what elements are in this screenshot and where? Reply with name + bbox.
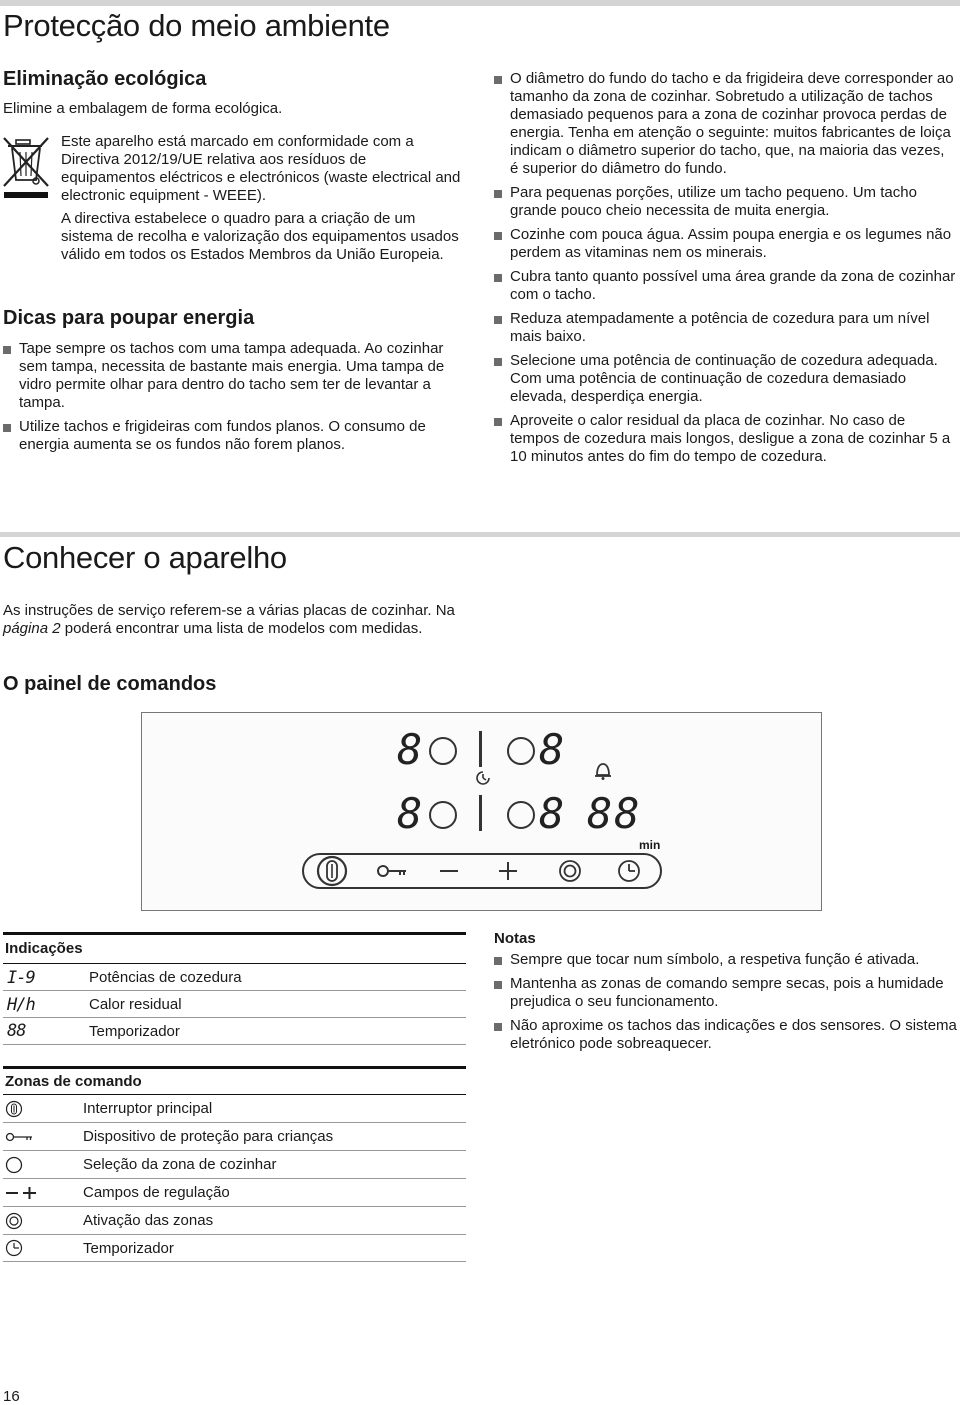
timer-icon[interactable] [617, 859, 641, 883]
indications-title: Indicações [5, 940, 83, 957]
tips-right-list [494, 70, 956, 472]
sensor-strip [302, 853, 662, 889]
list-item: Reduza atempadamente a potência de cozedura para um nível mais baixo. [494, 310, 956, 346]
display-zone-4: 8 [539, 789, 567, 838]
notes-title: Notas [494, 930, 536, 947]
list-item: Para pequenas porções, utilize um tacho pequeno. Um tacho grande pouco cheio necessita de muita energia. [494, 184, 956, 220]
timer-symbol: 88 [7, 1021, 26, 1041]
list-item: Selecione uma potência de continuação de cozedura adequada. Com uma potência de continuação de cozedura demasiado elevada, desperdiça energia. [494, 352, 956, 406]
divider [479, 731, 482, 767]
page-number: 16 [3, 1388, 20, 1405]
zone-activation-icon [5, 1212, 23, 1230]
section-rule [0, 532, 960, 537]
list-item: Utilize tachos e frigideiras com fundos planos. O consumo de energia aumenta se os fundos não forem planos. [3, 418, 463, 454]
min-label: min [639, 838, 661, 852]
display-zone-1: 8 [397, 725, 425, 774]
display-zone-3: 8 [397, 789, 425, 838]
minus-plus-icon [5, 1186, 37, 1200]
timer-display: 88 [587, 789, 642, 838]
eco-text-1: Este aparelho está marcado em conformidade com a Directiva 2012/19/UE relativa aos resíduos de equipamentos eléctricos e electrónicos (waste electrical and electronic equipment - WEEE). [61, 133, 461, 204]
row-label: Ativação das zonas [83, 1212, 214, 1229]
power-icon [5, 1100, 23, 1118]
weee-bin-icon [2, 136, 50, 198]
zone-select-3[interactable] [429, 801, 457, 829]
row-label: Seleção da zona de cozinhar [83, 1156, 277, 1173]
table-row [3, 1122, 466, 1150]
bell-icon [592, 761, 614, 781]
page-reference[interactable]: página 2 [3, 620, 61, 637]
tips-title: Dicas para poupar energia [3, 307, 255, 329]
residual-heat-symbol: H/h [7, 994, 35, 1015]
plus-icon[interactable] [498, 861, 518, 881]
zone-timer-icon [474, 769, 492, 787]
row-label: Calor residual [89, 996, 182, 1013]
timer-icon [5, 1239, 23, 1257]
table-row [3, 1234, 466, 1262]
table-rule [3, 932, 466, 935]
power-icon[interactable] [314, 853, 350, 889]
zone-select-4[interactable] [507, 801, 535, 829]
device-intro: As instruções de serviço referem-se a várias placas de cozinhar. Na página 2 poderá encontrar uma lista de modelos com medidas. [3, 602, 455, 637]
table-row [3, 1017, 466, 1045]
table-row [3, 963, 466, 991]
table-row [3, 1178, 466, 1206]
minus-icon[interactable] [440, 870, 458, 872]
row-label: Temporizador [89, 1022, 180, 1040]
row-label: Campos de regulação [83, 1184, 230, 1201]
zone-activation-icon[interactable] [558, 859, 582, 883]
key-icon [5, 1131, 35, 1143]
power-levels-symbol: I-9 [7, 967, 35, 988]
panel-title: O painel de comandos [3, 673, 217, 695]
list-item: Cozinhe com pouca água. Assim poupa energia e os legumes não perdem as vitaminas nem os minerais. [494, 226, 956, 262]
key-icon[interactable] [376, 863, 410, 879]
table-row [3, 1206, 466, 1234]
list-item: Tape sempre os tachos com uma tampa adequada. Ao cozinhar sem tampa, necessita de bastante mais energia. Uma tampa de vidro permite olhar para dentro do tacho sem ter de levantar a tampa. [3, 340, 463, 412]
list-item: Mantenha as zonas de comando sempre secas, pois a humidade prejudica o seu funcionamento. [494, 975, 958, 1011]
eco-intro: Elimine a embalagem de forma ecológica. [3, 100, 283, 117]
list-item: Não aproxime os tachos das indicações e dos sensores. O sistema eletrónico pode sobreaquecer. [494, 1017, 958, 1053]
row-label: Temporizador [83, 1239, 174, 1257]
table-row [3, 1150, 466, 1178]
table-row [3, 990, 466, 1018]
display-zone-2: 8 [539, 725, 567, 774]
control-zones-table [3, 1066, 466, 1262]
list-item: Aproveite o calor residual da placa de cozinhar. No caso de tempos de cozedura mais longos, desligue a zona de cozinhar 5 a 10 minutos antes do fim do tempo de cozedura. [494, 412, 956, 466]
tips-left-list [3, 340, 463, 460]
circle-icon [5, 1156, 23, 1174]
notes-list [494, 951, 958, 1059]
zone-select-1[interactable] [429, 737, 457, 765]
divider [479, 795, 482, 831]
control-panel [141, 712, 822, 911]
eco-text-2: A directiva estabelece o quadro para a criação de um sistema de recolha e valorização dos equipamentos usados válido em todos os Estados Membros da União Europeia. [61, 210, 459, 263]
list-item: Sempre que tocar num símbolo, a respetiva função é ativada. [494, 951, 958, 969]
table-rule [3, 1066, 466, 1069]
table-row [3, 1094, 466, 1122]
list-item: Cubra tanto quanto possível uma área grande da zona de cozinhar com o tacho. [494, 268, 956, 304]
row-label: Dispositivo de proteção para crianças [83, 1128, 334, 1145]
eco-title: Eliminação ecológica [3, 68, 207, 90]
top-rule [0, 0, 960, 6]
control-zones-title: Zonas de comando [5, 1073, 142, 1090]
row-label: Interruptor principal [83, 1100, 213, 1117]
section-title-device: Conhecer o aparelho [3, 540, 287, 575]
indications-table [3, 932, 466, 1050]
list-item: O diâmetro do fundo do tacho e da frigideira deve corresponder ao tamanho da zona de cozinhar. Sobretudo a utilização de tachos demasiado pequenos para a zona de cozinhar provoca perdas de energia. Tenha em atenção o seguinte: muitos fabricantes de loiça indicam o diâmetro superior do tacho, que, na maioria das vezes, é superior do diâmetro do fundo. [494, 70, 956, 178]
section-title-environment: Protecção do meio ambiente [3, 8, 390, 43]
zone-select-2[interactable] [507, 737, 535, 765]
row-label: Potências de cozedura [89, 969, 242, 986]
